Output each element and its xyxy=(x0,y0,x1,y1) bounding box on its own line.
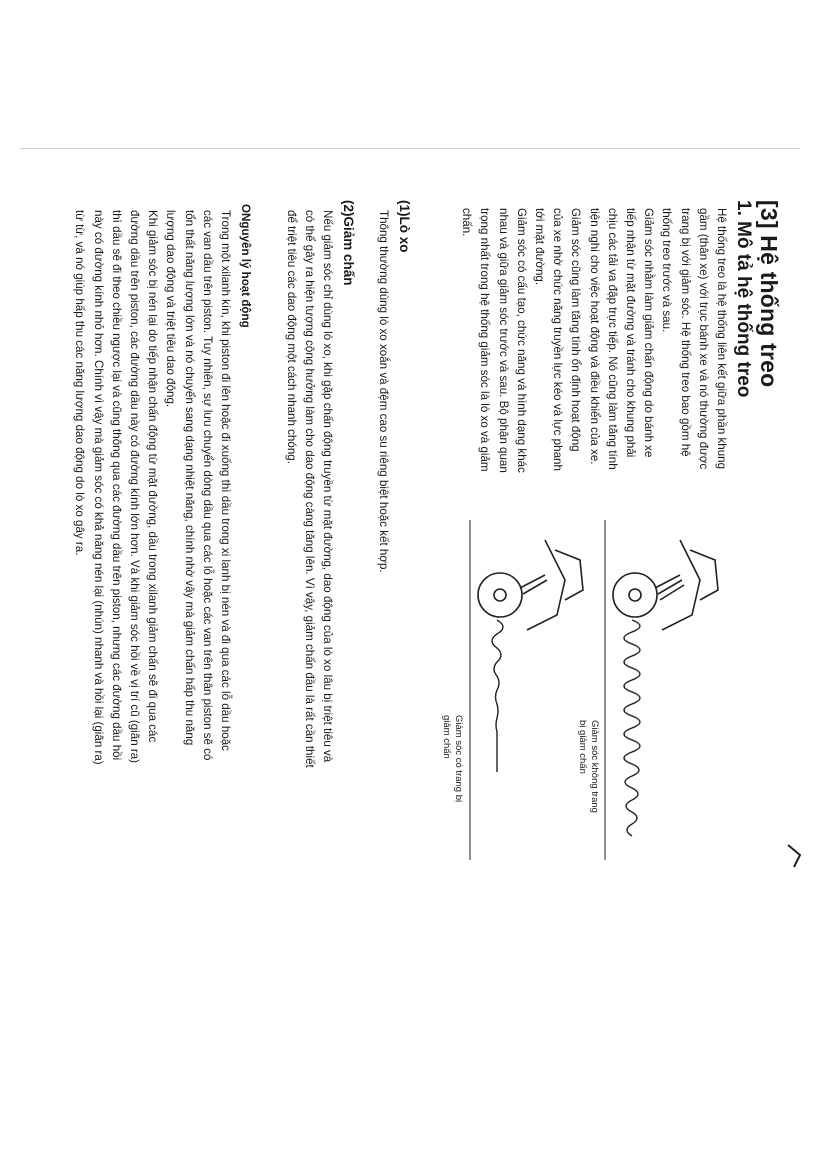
subsection-title: 1. Mô tả hệ thống treo xyxy=(733,200,754,398)
text-line: này có đường kính nhỏ hơn. Chính vì vậy mà giảm sóc có khả năng nén lại (nhún) nhanh và hồi lại (giãn ra) xyxy=(91,210,105,765)
heading-nguyen-ly: ONguyên lý hoạt động xyxy=(239,204,252,328)
motorcycle-top-icon xyxy=(605,520,718,860)
oscillation-wave-damped xyxy=(492,620,503,772)
rotated-page xyxy=(73,160,800,1160)
lo-xo-text: Thông thường dùng lò xo xoắn và đệm cao su riêng biệt hoặc kết hợp. xyxy=(377,210,390,573)
text-line: tổn thất năng lượng lớn và nó chuyển sang dạng nhiệt năng, chính nhờ vậy mà giảm chấn hấp thu năng xyxy=(182,210,196,746)
giam-chan-paragraph xyxy=(281,210,336,768)
text-line: chấn. xyxy=(460,208,474,237)
text-line: thì dầu sẽ đi theo chiều ngược lại và cũng thông qua các đường dầu trên piston, nhưng các đường dầu hồi xyxy=(109,210,123,761)
text-line: Giảm sóc nhằm làm giảm chấn động do bánh xe xyxy=(642,208,656,458)
text-line: đường dầu trên piston, các đường dầu này có đường kính lớn hơn. Và khi giảm sóc hồi về vị trí cũ (giãn ra) xyxy=(127,210,141,764)
text-line: Hệ thống treo là hệ thống liên kết giữa phần khung xyxy=(715,208,728,470)
text-line: gầm (thân xe) với trục bánh xe và nó thường được xyxy=(696,208,710,470)
section-title: [3] Hệ thống treo xyxy=(756,200,782,388)
caption-damped xyxy=(440,715,464,802)
text-line: Trong một xilanh kín, khi piston đi lên hoặc đi xuống thì dầu trong xi lanh bị nén và đi qua các lỗ dầu hoặc xyxy=(219,210,232,751)
text-line: thống treo trước và sau. xyxy=(660,208,674,333)
scan-artifact-line xyxy=(20,148,800,149)
nguyen-ly-paragraph xyxy=(70,210,234,765)
text-line: tới mặt đường. xyxy=(532,208,546,286)
text-line: tiếp nhận từ mặt đường và tránh cho khung phải xyxy=(623,208,637,458)
text-line: các van dầu trên piston. Tuy nhiên, sự lưu chuyển dòng dầu qua các lỗ hoặc các van trên thân piston sẽ có xyxy=(200,210,214,761)
text-line: Giảm sóc cũng làm tăng tính ổn định hoạt động xyxy=(569,208,583,452)
caption-line: Giảm sóc không trang xyxy=(589,720,600,813)
motorcycle-bottom-icon xyxy=(470,520,583,860)
text-line: Nếu giảm sóc chỉ dùng lò xo, khi gặp chấn động truyền từ mặt đường, dao động của lò xo lâu bị triệt tiêu và xyxy=(321,210,334,763)
text-line: chịu các tải va đập trực tiếp. Nó cũng làm tăng tính xyxy=(605,208,619,470)
text-line: để triệt tiêu các dao động một cách nhanh chóng. xyxy=(284,210,298,464)
text-line: của xe nhờ chức năng truyền lực kéo và lực phanh xyxy=(551,208,565,471)
caption-line: giảm chấn xyxy=(441,715,452,759)
text-line: Khi giảm sóc bị nén lại do tiếp nhận chấn động từ mặt đường, dầu trong xilanh giảm chấn sẽ đi qua các xyxy=(146,210,160,743)
text-line: nhau và giữa giảm sóc trước và sau. Bộ phận quan xyxy=(496,208,510,473)
oscillation-wave-undamped xyxy=(624,620,640,836)
text-line: Giảm sóc có cấu tạo, chức năng và hình dạng khác xyxy=(514,208,528,473)
intro-paragraph xyxy=(457,208,730,473)
caption-line: bị giảm chấn xyxy=(577,720,588,774)
heading-giam-chan: (2)Giảm chấn xyxy=(341,200,356,286)
text-line: từ từ, và nó giúp hấp thu các năng lượng dao động do lò xo gây ra. xyxy=(73,210,87,556)
text-line: có thể gây ra hiện tượng cộng hưởng làm cho dao động càng tăng lên. Vì vậy, giảm chấn đầu là rất cần thiết xyxy=(302,210,316,768)
text-line: tiện nghi cho việc hoạt động và điều khiển của xe. xyxy=(587,208,601,465)
heading-lo-xo: (1)Lò xo xyxy=(397,200,412,253)
text-line: trọng nhất trong hệ thống giảm sóc là lò xo và giảm xyxy=(478,208,492,472)
caption-line: Giảm sóc có trang bị xyxy=(453,715,464,803)
text-line: lượng dao động và triệt tiêu dao động. xyxy=(164,210,178,408)
text-line: trang bị với giảm sóc. Hệ thống treo bao gồm hệ xyxy=(678,208,692,457)
caption-undamped xyxy=(576,720,600,813)
